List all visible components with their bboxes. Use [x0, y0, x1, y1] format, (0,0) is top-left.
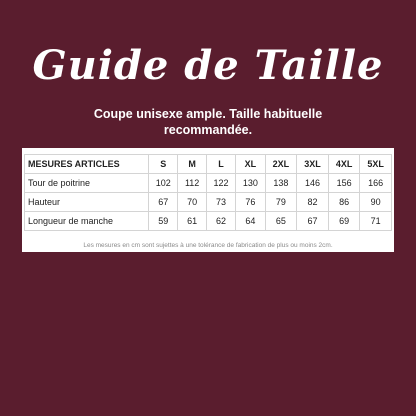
- table-cell: 67: [297, 212, 329, 231]
- table-cell: 62: [206, 212, 235, 231]
- table-row: [25, 174, 392, 193]
- table-cell: 69: [328, 212, 360, 231]
- table-cell: 76: [236, 193, 265, 212]
- table-cell: 73: [206, 193, 235, 212]
- row-label: Tour de poitrine: [25, 174, 149, 193]
- header-cell: 2XL: [265, 155, 297, 174]
- header-cell: XL: [236, 155, 265, 174]
- header-cell: S: [149, 155, 178, 174]
- table-cell: 156: [328, 174, 360, 193]
- table-cell: 59: [149, 212, 178, 231]
- row-label: Hauteur: [25, 193, 149, 212]
- table-cell: 65: [265, 212, 297, 231]
- header-cell: 4XL: [328, 155, 360, 174]
- size-table-card: [22, 148, 394, 252]
- table-header-row: [25, 155, 392, 174]
- table-cell: 130: [236, 174, 265, 193]
- table-cell: 122: [206, 174, 235, 193]
- table-cell: 90: [360, 193, 392, 212]
- table-cell: 67: [149, 193, 178, 212]
- table-cell: 82: [297, 193, 329, 212]
- table-cell: 71: [360, 212, 392, 231]
- table-cell: 70: [178, 193, 206, 212]
- table-cell: 61: [178, 212, 206, 231]
- table-cell: 166: [360, 174, 392, 193]
- table-cell: 79: [265, 193, 297, 212]
- table-row: [25, 193, 392, 212]
- table-footnote: Les mesures en cm sont sujettes à une tolérance de fabrication de plus ou moins 2cm.: [83, 242, 333, 249]
- table-cell: 146: [297, 174, 329, 193]
- table-cell: 138: [265, 174, 297, 193]
- page-subtitle: Coupe unisexe ample. Taille habituelle recommandée.: [93, 107, 323, 137]
- header-cell: 5XL: [360, 155, 392, 174]
- header-cell: M: [178, 155, 206, 174]
- page-title: Guide de Taille: [32, 42, 384, 89]
- header-cell: 3XL: [297, 155, 329, 174]
- header-cell: L: [206, 155, 235, 174]
- table-cell: 102: [149, 174, 178, 193]
- row-label: Longueur de manche: [25, 212, 149, 231]
- header-cell: MESURES ARTICLES: [25, 155, 149, 174]
- table-row: [25, 212, 392, 231]
- table-cell: 112: [178, 174, 206, 193]
- size-table: [24, 154, 392, 231]
- table-cell: 64: [236, 212, 265, 231]
- table-cell: 86: [328, 193, 360, 212]
